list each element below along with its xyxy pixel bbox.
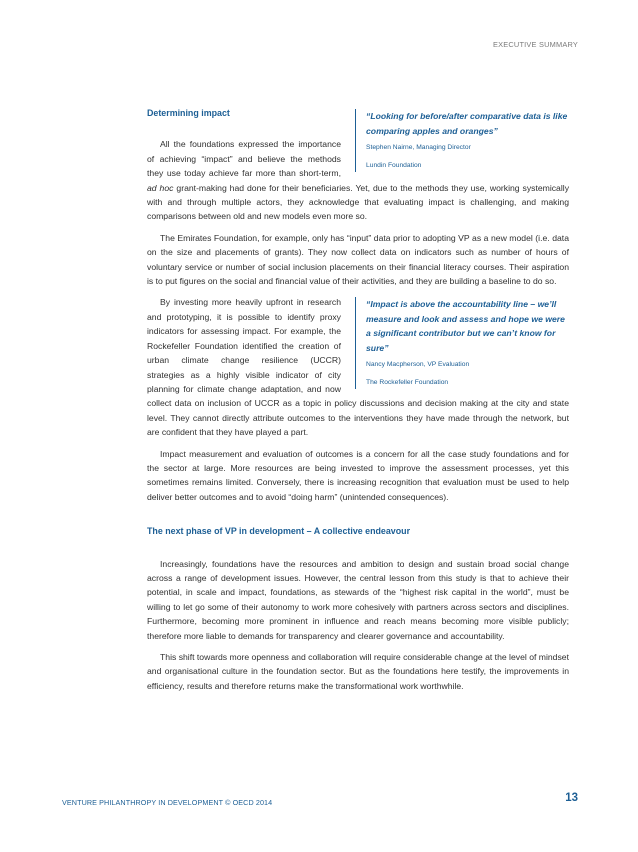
- emphasis-text: ad hoc: [147, 182, 174, 193]
- paragraph-impact-measurement: Impact measurement and evaluation of outcomes is a concern for all the case study foundations and for the sector at large. More resources are being invested to improve the assessment processes, yet this sometimes remains limited. Conversely, there is increasing recognition that evaluation must be used to help deliver better outcomes and to avoid “doing harm” (unintended consequences).: [147, 448, 569, 502]
- pull-quote-macpherson: [355, 297, 569, 389]
- quote-organization: Lundin Foundation: [366, 162, 422, 169]
- paragraph-text: All the foundations expressed the importance of achieving “impact” and believe the methods they use today achieve far more than short-term,: [147, 139, 341, 179]
- running-head: EXECUTIVE SUMMARY: [493, 40, 578, 49]
- quote-text: “Looking for before/after comparative data is like comparing apples and oranges”: [366, 111, 568, 136]
- quote-organization: The Rockefeller Foundation: [366, 379, 449, 387]
- pull-quote-bar: [355, 109, 569, 172]
- page-number: 13: [565, 792, 578, 804]
- quote-text: “Impact is above the accountability line – we’ll measure and look and assess and hope we were a significant contributor but we can’t know for sure”: [366, 299, 565, 353]
- paragraph-increasingly: Increasingly, foundations have the resources and ambition to design and sustain broad social change across a range of development issues. However, the central lesson from this study is that to achieve their potential, in scale and impact, foundations, as stewards of the “highest risk capital in the world”, must be willing to let go some of their autonomy to work more cohesively with partners across sectors and disciplines. Furthermore, becoming more prominent in influence and reach means becoming more visible publicly; therefore more liable to demands for transparency and clearer governance and accountability.: [147, 558, 569, 641]
- page-content: [147, 106, 569, 700]
- quote-author: Nancy Macpherson, VP Evaluation: [366, 361, 470, 369]
- paragraph-text: grant-making had done for their beneficiaries. Yet, due to the methods they use, working systemically with and through multiple actors, they acknowledge that evaluating impact is challenging, and making comparisons between old and new models even more so.: [147, 182, 570, 222]
- footer-publication: VENTURE PHILANTHROPY IN DEVELOPMENT © OECD 2014: [62, 798, 273, 807]
- paragraph-rockefeller: By investing more heavily upfront in research and prototyping, it is possible to identify proxy indicators for assessing impact. For example, the Rockefeller Foundation identified the creation of urban climate change resilience (UCCR) strategies as a highly visible indicator of city planning for climate change adaptation, and now collect data on inclusion of UCCR as a topic in policy discussions and decision making at the city and state level. They cannot directly attribute outcomes to the interventions they have made through the network, but are confident that they have played a part.: [147, 297, 569, 438]
- quote-author: Stephen Nairne, Managing Director: [366, 144, 471, 151]
- pull-quote-bar: [355, 297, 569, 389]
- paragraph-shift: This shift towards more openness and collaboration will require considerable change at the level of mindset and organisational culture in the foundation sector. But as the foundations here testify, the improvements in efficiency, results and therefore returns make the transformational work worthwhile.: [147, 652, 569, 691]
- paragraph-emirates: The Emirates Foundation, for example, only has “input” data prior to adopting VP as a new model (i.e. data on the size and placements of grants). They now collect data on indicators such as number of hours of voluntary service or number of social inclusion placements on their financial literacy courses. Their aspiration is to put figures on the social and financial value of their activities, and they are building a baseline to do so.: [147, 232, 569, 287]
- pull-quote-nairne: [355, 109, 569, 172]
- section-heading-determining-impact: Determining impact: [147, 108, 230, 118]
- section-heading-next-phase: The next phase of VP in development – A collective endeavour: [147, 526, 411, 537]
